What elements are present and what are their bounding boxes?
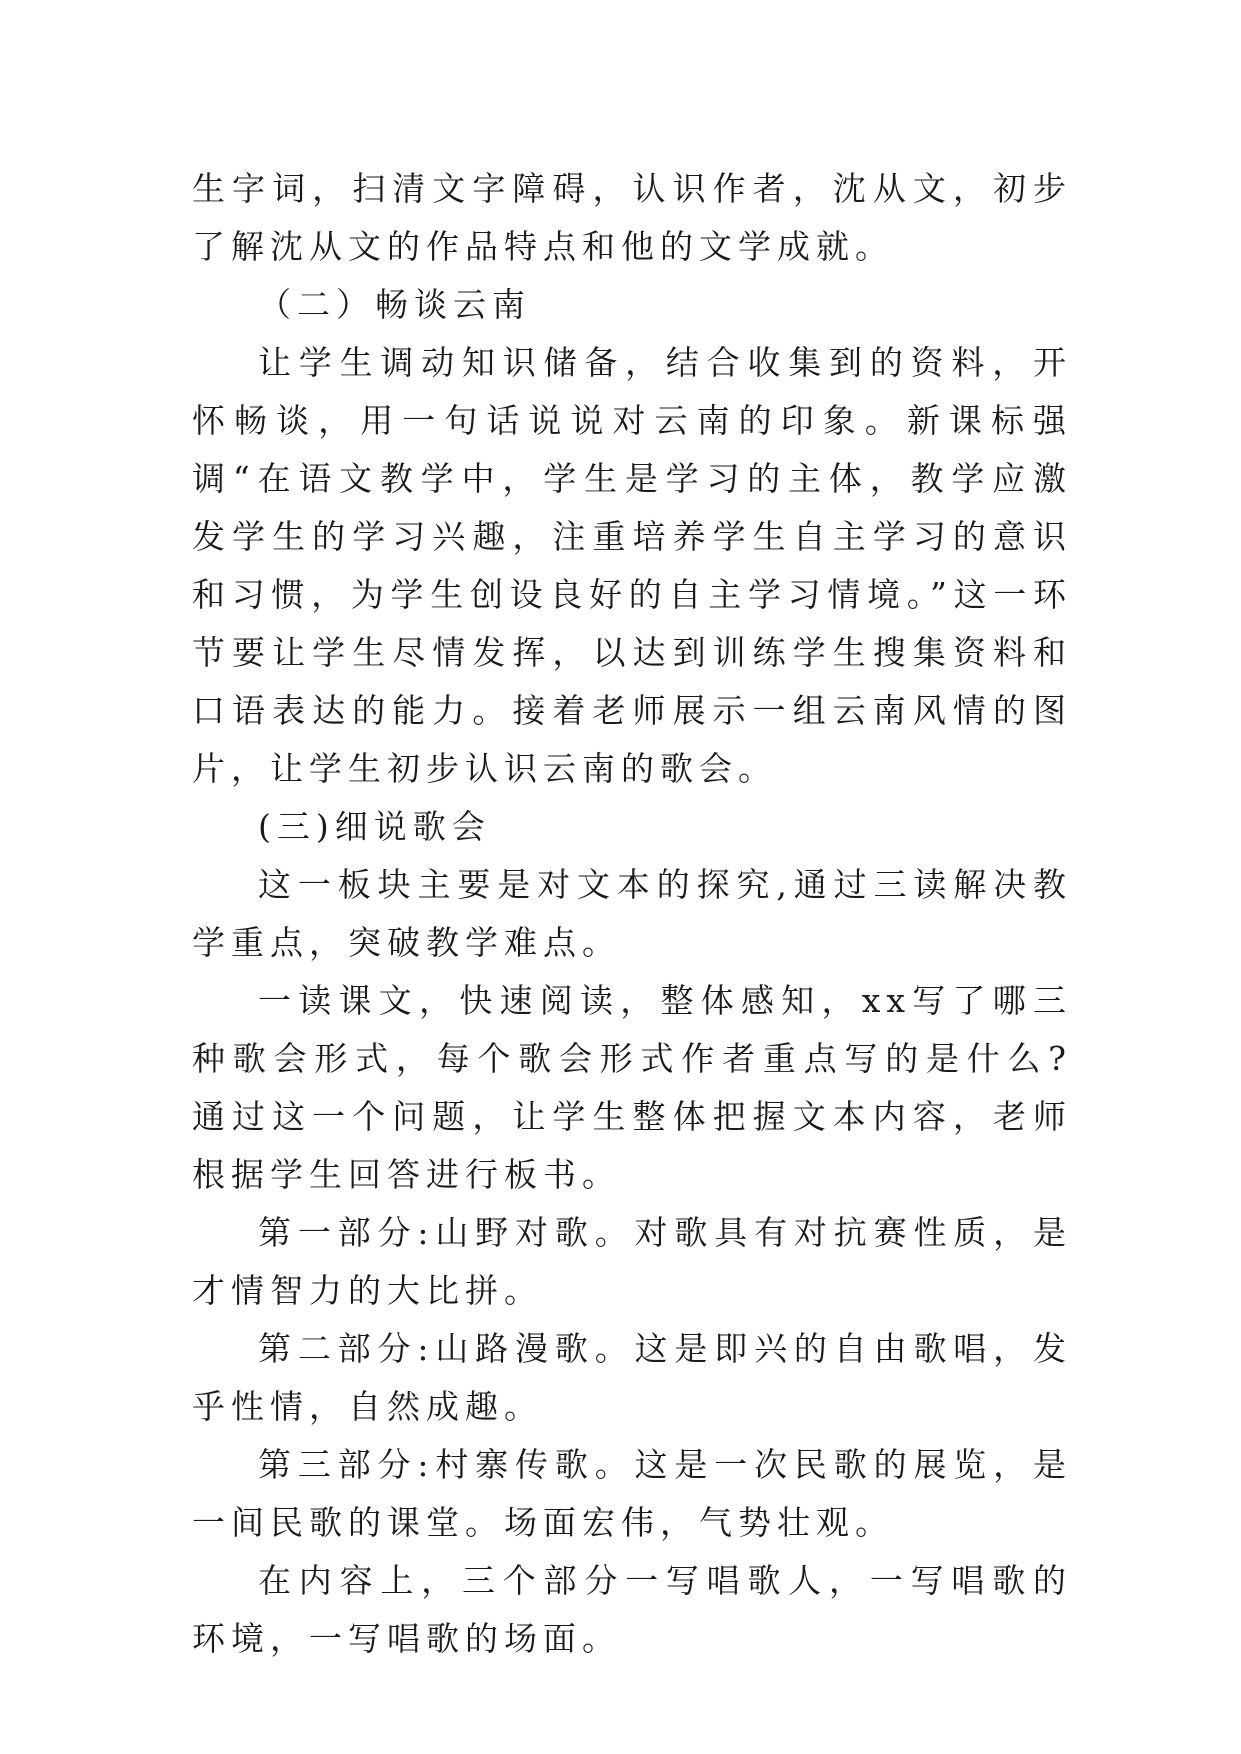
section-heading-yunnan: （二）畅谈云南 (258, 285, 531, 324)
paragraph-first-reading: 一读课文，快速阅读，整体感知，xx写了哪三种歌会形式，每个歌会形式作者重点写的是什么?通过这一个问题，让学生整体把握文本内容，老师根据学生回答进行板书。 (192, 981, 1072, 1194)
paragraph-yunnan-impression: 让学生调动知识储备，结合收集到的资料，开怀畅谈，用一句话说说对云南的印象。新课标强调“在语文教学中，学生是学习的主体，教学应激发学生的学习兴趣，注重培养学生自主学习的意识和习惯，为学生创设良好的自主学习情境。”这一环节要让学生尽情发挥，以达到训练学生搜集资料和口语表达的能力。接着老师展示一组云南风情的图片，让学生初步认识云南的歌会。 (192, 343, 1072, 788)
document-page (192, 160, 1072, 1668)
paragraph-intro-continuation: 生字词，扫清文字障碍，认识作者，沈从文，初步了解沈从文的作品特点和他的文学成就。 (192, 169, 1072, 266)
section-heading-songfair: (三)细说歌会 (258, 807, 491, 846)
paragraph-part-three: 第三部分:村寨传歌。这是一次民歌的展览，是一间民歌的课堂。场面宏伟，气势壮观。 (192, 1445, 1072, 1542)
paragraph-content-summary: 在内容上，三个部分一写唱歌人，一写唱歌的环境，一写唱歌的场面。 (192, 1561, 1072, 1658)
paragraph-text-exploration: 这一板块主要是对文本的探究,通过三读解决教学重点，突破教学难点。 (192, 865, 1072, 962)
paragraph-part-one: 第一部分:山野对歌。对歌具有对抗赛性质，是才情智力的大比拼。 (192, 1213, 1072, 1310)
paragraph-part-two: 第二部分:山路漫歌。这是即兴的自由歌唱，发乎性情，自然成趣。 (192, 1329, 1072, 1426)
